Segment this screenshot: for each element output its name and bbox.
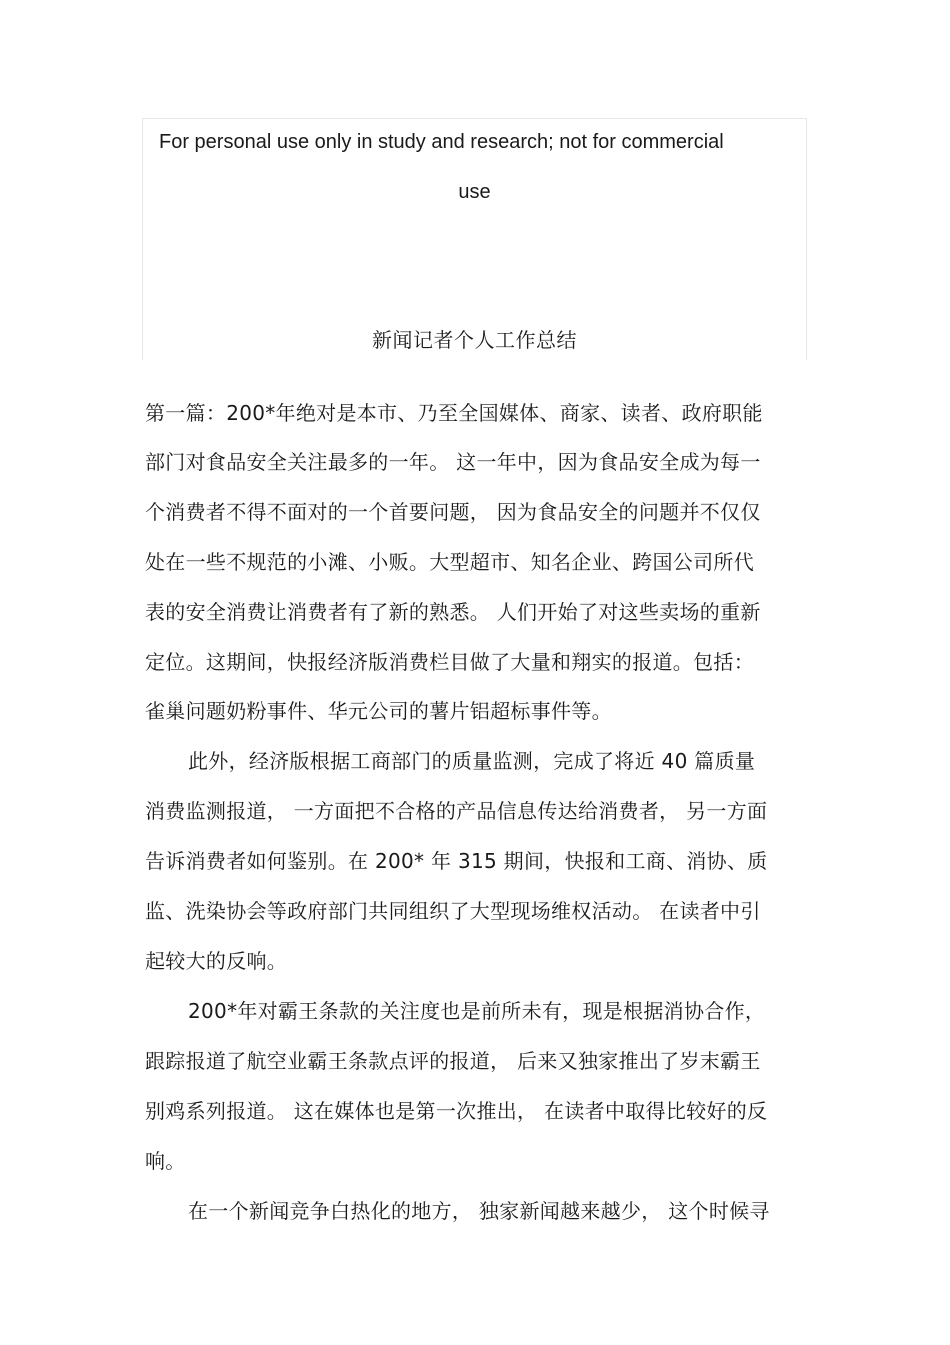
document-title: 新闻记者个人工作总结 <box>372 328 577 352</box>
body-line: 处在一些不规范的小滩、小贩。大型超市、知名企业、跨国公司所代 <box>145 550 754 574</box>
body-line: 定位。这期间，快报经济版消费栏目做了大量和翔实的报道。包括： <box>145 650 754 674</box>
body-line: 起较大的反响。 <box>145 949 288 973</box>
usage-notice-line1: For personal use only in study and research; not for commercial <box>159 131 724 153</box>
body-line: 跟踪报道了航空业霸王条款点评的报道， 后来又独家推出了岁末霸王 <box>145 1049 761 1073</box>
body-line: 在一个新闻竞争白热化的地方， 独家新闻越来越少， 这个时候寻 <box>188 1199 770 1223</box>
usage-notice-line2: use <box>458 181 491 203</box>
body-line: 第一篇：200*年绝对是本市、乃至全国媒体、商家、读者、政府职能 <box>145 401 763 425</box>
body-line: 别鸡系列报道。 这在媒体也是第一次推出， 在读者中取得比较好的反 <box>145 1099 768 1123</box>
body-line: 此外，经济版根据工商部门的质量监测，完成了将近 40 篇质量 <box>188 749 756 773</box>
body-line: 监、洗染协会等政府部门共同组织了大型现场维权活动。 在读者中引 <box>145 899 761 923</box>
body-line: 响。 <box>145 1149 186 1173</box>
body-line: 雀巢问题奶粉事件、华元公司的薯片铝超标事件等。 <box>145 699 612 723</box>
body-line: 个消费者不得不面对的一个首要问题， 因为食品安全的问题并不仅仅 <box>145 500 761 524</box>
body-line: 告诉消费者如何鉴别。在 200* 年 315 期间，快报和工商、消协、质 <box>145 849 768 873</box>
body-line: 表的安全消费让消费者有了新的熟悉。 人们开始了对这些卖场的重新 <box>145 600 761 624</box>
copyright-notice-box <box>142 118 807 360</box>
body-line: 部门对食品安全关注最多的一年。 这一年中，因为食品安全成为每一 <box>145 450 761 474</box>
body-line: 200*年对霸王条款的关注度也是前所未有，现是根据消协合作， <box>188 999 766 1023</box>
body-line: 消费监测报道， 一方面把不合格的产品信息传达给消费者， 另一方面 <box>145 799 768 823</box>
